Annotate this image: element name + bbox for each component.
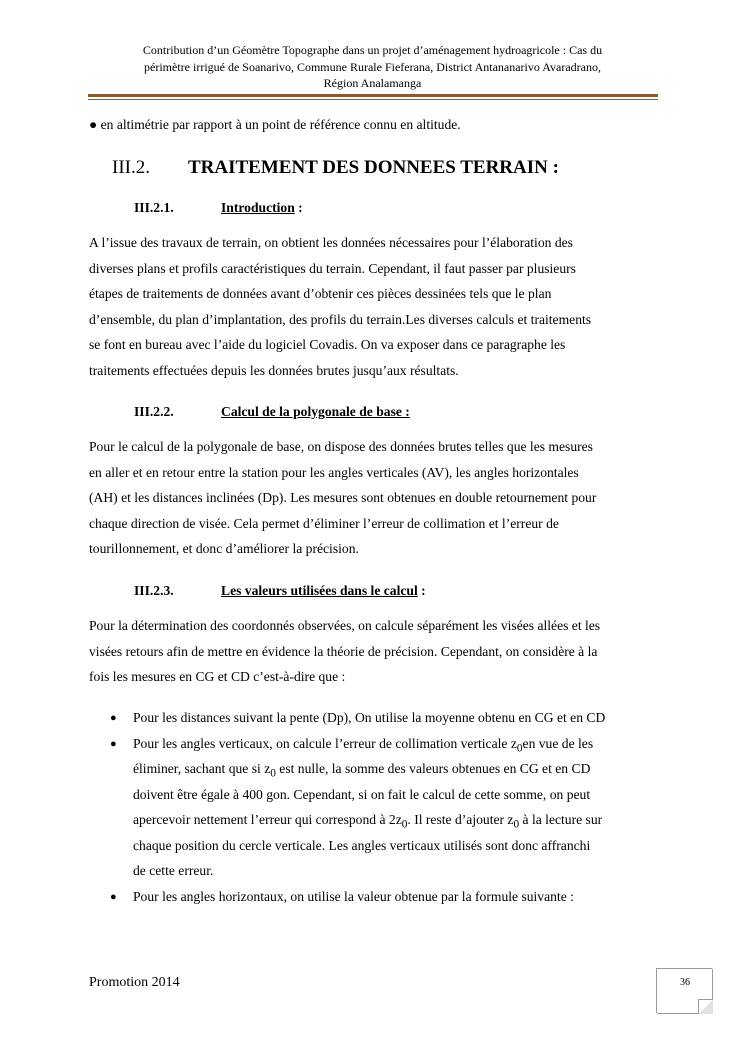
paragraph-line: Pour le calcul de la polygonale de base, on dispose des données brutes telles que les mesures — [89, 439, 593, 454]
bullet-list — [89, 709, 669, 913]
bullet-line: chaque position du cercle verticale. Les angles verticaux utilisés sont donc affranchi — [133, 837, 591, 853]
subsection-title: Les valeurs utilisées dans le calcul — [221, 583, 418, 598]
paragraph-line: visées retours afin de mettre en évidence la théorie de précision. Cependant, on considère à la — [89, 643, 598, 659]
header-line-2: périmètre irrigué de Soanarivo, Commune Rurale Fieferana, District Antananarivo Avaradrano, — [144, 59, 601, 74]
bullet-line: Pour les angles verticaux, on calcule l’erreur de collimation verticale $z_0en$ vue de les — [133, 735, 594, 755]
page-fold-icon — [698, 999, 713, 1014]
section-number: III.2. — [112, 157, 150, 178]
paragraph-line: d’ensemble, du plan d’implantation, des profils du terrain.Les diverses calculs et traitements — [89, 311, 592, 327]
paragraph-line: Pour la détermination des coordonnés observées, on calcule séparément les visées allées et les — [89, 618, 601, 633]
intro-bullet-line: ● en altimétrie par rapport à un point de référence connu en altitude. — [89, 117, 461, 132]
bullet-line: Pour les angles horizontaux, on utilise la valeur obtenue par la formule suivante : — [133, 888, 574, 904]
subsection-title: Introduction — [221, 200, 295, 215]
list-item — [89, 709, 669, 735]
bullet-dot-icon: ● — [110, 737, 117, 750]
paragraph-valeurs — [89, 617, 669, 694]
paragraph-line: chaque direction de visée. Cela permet d’éliminer l’erreur de collimation et l’erreur de — [89, 515, 559, 531]
bullet-dot-icon: ● — [110, 712, 117, 724]
list-item — [89, 888, 669, 914]
paragraph-introduction — [89, 234, 669, 387]
paragraph-line: étapes de traitements de données avant d’obtenir ces pièces dessinées tels que le plan — [89, 286, 552, 301]
subsection-number: III.2.2. — [134, 404, 174, 419]
paragraph-line: (AH) et les distances inclinées (Dp). Les mesures sont obtenues en double retournement pour — [89, 490, 597, 505]
bullet-dot-icon: ● — [110, 890, 117, 903]
bullet-line: éliminer, sachant que si $z_0$ est nulle, la somme des valeurs obtenues en CG et en CD — [133, 761, 591, 780]
section-title: TRAITEMENT DES DONNEES TERRAIN : — [188, 157, 559, 178]
page-number-box — [656, 968, 712, 1013]
paragraph-line: se font en bureau avec l’aide du logiciel Covadis. On va exposer dans ce paragraphe les — [89, 337, 566, 352]
list-item — [89, 735, 669, 888]
subsection-heading-valeurs — [134, 583, 426, 599]
paragraph-line: en aller et en retour entre la station pour les angles verticales (AV), les angles horizontales — [89, 464, 579, 480]
bullet-line: Pour les distances suivant la pente (Dp), On utilise la moyenne obtenu en CG et en CD — [133, 710, 606, 725]
footer-promotion: Promotion 2014 — [89, 975, 180, 990]
paragraph-line: traitements effectuées depuis les données brutes jusqu’aux résultats. — [89, 362, 459, 378]
page-number: 36 — [680, 977, 690, 988]
paragraph-line: fois les mesures en CG et CD c’est-à-dire que : — [89, 669, 346, 684]
section-heading — [112, 157, 559, 179]
header-rule-thin — [88, 99, 658, 100]
bullet-line: apercevoir nettement l’erreur qui correspond à $2z_0$. Il reste d’ajouter $z_0$ à la lecture sur — [133, 812, 603, 831]
subsection-suffix: : — [417, 583, 426, 598]
bullet-line: doivent être égale à 400 gon. Cependant, si on fait le calcul de cette somme, on peut — [133, 786, 591, 802]
paragraph-line: diverses plans et profils caractéristiques du terrain. Cependant, il faut passer par plusieurs — [89, 260, 576, 276]
bullet-line: de cette erreur. — [133, 863, 214, 878]
paragraph-line: A l’issue des travaux de terrain, on obtient les données nécessaires pour l’élaboration des — [89, 235, 573, 250]
header-line-1: Contribution d’un Géomètre Topographe dans un projet d’aménagement hydroagricole : Cas du — [142, 43, 603, 57]
subsection-heading-polygonale — [134, 404, 410, 420]
header-rule-thick — [88, 94, 658, 97]
paragraph-line: tourillonnement, et donc d’améliorer la précision. — [89, 541, 359, 556]
paragraph-polygonale — [89, 438, 669, 566]
subsection-title: Calcul de la polygonale de base : — [221, 404, 410, 419]
header-line-3: Région Analamanga — [323, 76, 422, 90]
subsection-suffix: : — [294, 200, 303, 215]
subsection-heading-intro — [134, 200, 303, 216]
subsection-number: III.2.3. — [134, 583, 174, 598]
running-header — [95, 42, 650, 92]
subsection-number: III.2.1. — [134, 200, 174, 215]
